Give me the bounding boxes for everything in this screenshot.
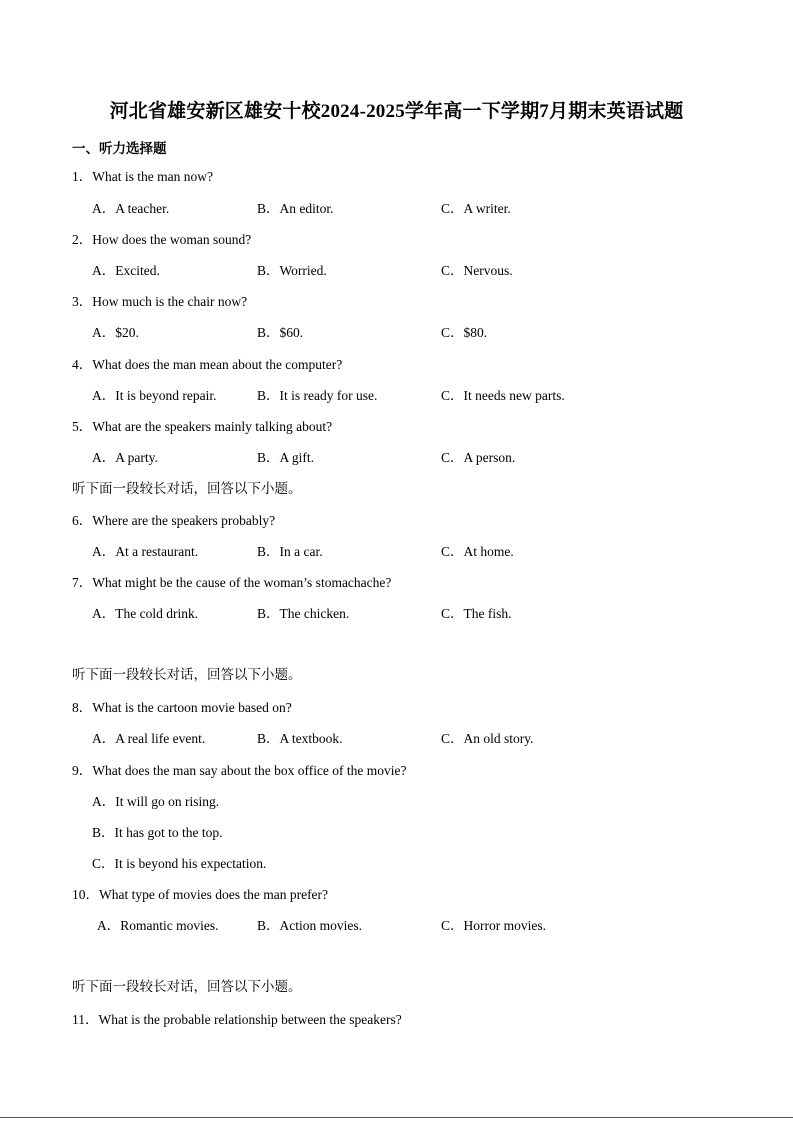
question-2: 2．How does the woman sound? — [72, 232, 252, 247]
q5-option-b[interactable]: B．A gift. — [257, 450, 315, 465]
q3-option-c[interactable]: C．$80. — [441, 325, 488, 340]
q5-option-a[interactable]: A．A party. — [92, 450, 158, 465]
instruction-note: 听下面一段较长对话，回答以下小题。 — [72, 979, 302, 994]
question-6: 6．Where are the speakers probably? — [72, 513, 276, 528]
question-3: 3．How much is the chair now? — [72, 294, 248, 309]
q4-option-a[interactable]: A．It is beyond repair. — [92, 388, 217, 403]
q4-option-c[interactable]: C．It needs new parts. — [441, 388, 565, 403]
question-11: 11．What is the probable relationship between the speakers? — [72, 1012, 402, 1027]
instruction-note: 听下面一段较长对话，回答以下小题。 — [72, 667, 302, 682]
q3-option-b[interactable]: B．$60. — [257, 325, 304, 340]
q2-option-b[interactable]: B．Worried. — [257, 263, 327, 278]
q8-option-b[interactable]: B．A textbook. — [257, 731, 343, 746]
question-5: 5．What are the speakers mainly talking about? — [72, 419, 333, 434]
question-8: 8．What is the cartoon movie based on? — [72, 700, 292, 715]
page-title: 河北省雄安新区雄安十校2024-2025学年高一下学期7月期末英语试题 — [109, 101, 684, 122]
q1-option-a[interactable]: A．A teacher. — [92, 201, 170, 216]
q10-option-a[interactable]: A．Romantic movies. — [97, 918, 219, 933]
q2-option-a[interactable]: A．Excited. — [92, 263, 160, 278]
q4-option-b[interactable]: B．It is ready for use. — [257, 388, 378, 403]
question-10: 10．What type of movies does the man prefer? — [72, 887, 329, 902]
question-4: 4．What does the man mean about the computer? — [72, 357, 343, 372]
page-bottom-rule — [0, 1117, 793, 1118]
q10-option-b[interactable]: B．Action movies. — [257, 918, 362, 933]
q8-option-c[interactable]: C．An old story. — [441, 731, 534, 746]
q6-option-c[interactable]: C．At home. — [441, 544, 514, 559]
q10-option-c[interactable]: C．Horror movies. — [441, 918, 546, 933]
q7-option-a[interactable]: A．The cold drink. — [92, 606, 199, 621]
q9-option-c[interactable]: C．It is beyond his expectation. — [92, 856, 267, 871]
q6-option-b[interactable]: B．In a car. — [257, 544, 323, 559]
q3-option-a[interactable]: A．$20. — [92, 325, 139, 340]
q9-option-a[interactable]: A．It will go on rising. — [92, 794, 220, 809]
q1-option-c[interactable]: C．A writer. — [441, 201, 511, 216]
q2-option-c[interactable]: C．Nervous. — [441, 263, 513, 278]
q9-option-b[interactable]: B．It has got to the top. — [92, 825, 223, 840]
q6-option-a[interactable]: A．At a restaurant. — [92, 544, 199, 559]
section-heading: 一、听力选择题 — [72, 141, 167, 156]
q7-option-c[interactable]: C．The fish. — [441, 606, 512, 621]
q7-option-b[interactable]: B．The chicken. — [257, 606, 350, 621]
q1-option-b[interactable]: B．An editor. — [257, 201, 334, 216]
question-9: 9．What does the man say about the box office of the movie? — [72, 763, 407, 778]
instruction-note: 听下面一段较长对话，回答以下小题。 — [72, 481, 302, 496]
q5-option-c[interactable]: C．A person. — [441, 450, 516, 465]
question-1: 1．What is the man now? — [72, 169, 213, 184]
question-7: 7．What might be the cause of the woman’s stomachache? — [72, 575, 392, 590]
q8-option-a[interactable]: A．A real life event. — [92, 731, 206, 746]
